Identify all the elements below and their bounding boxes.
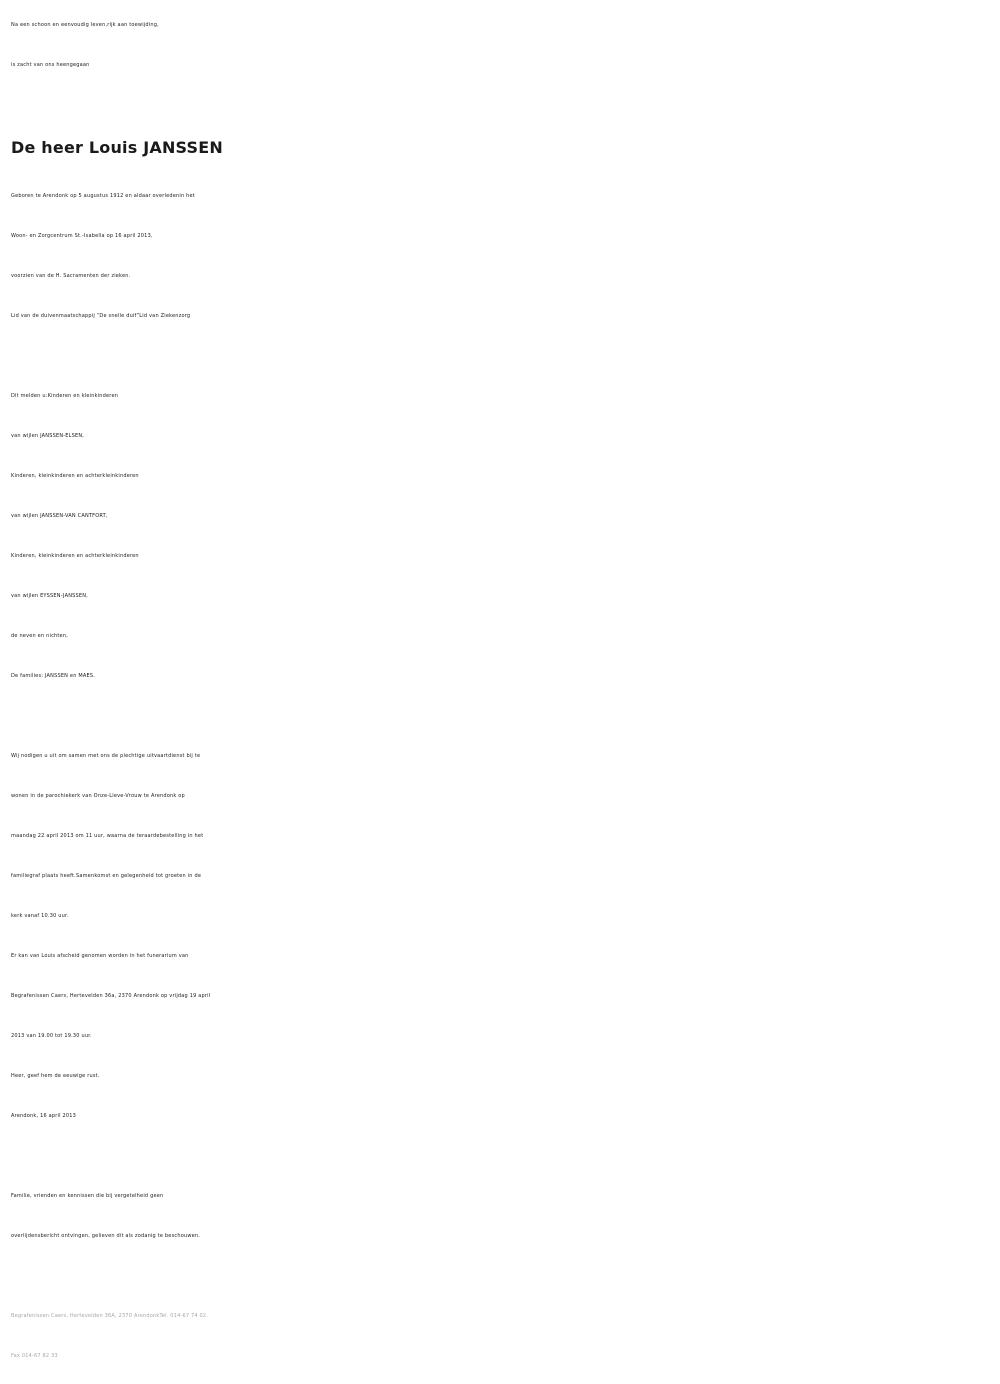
family-line: de neven en nichten, bbox=[11, 633, 68, 639]
ceremony-line: Wij nodigen u uit om samen met ons de plechtige uitvaartdienst bij te bbox=[11, 753, 201, 759]
ceremony-line: Er kan van Louis afscheid genomen worden in het funerarium van bbox=[11, 953, 189, 959]
spacer bbox=[11, 1136, 991, 1176]
ceremony-line: kerk vanaf 10.30 uur. bbox=[11, 913, 69, 919]
funeral-home-footer bbox=[11, 1296, 991, 1376]
intro-line: Na een schoon en eenvoudig leven,rijk aan toewijding, bbox=[11, 22, 159, 28]
notice-section bbox=[11, 1176, 991, 1256]
intro-line: is zacht van ons heengegaan bbox=[11, 62, 90, 68]
spacer bbox=[11, 1256, 991, 1296]
bio-line: voorzien van de H. Sacramenten der zieken. bbox=[11, 273, 131, 279]
obituary-document bbox=[11, 5, 991, 1376]
intro-section bbox=[11, 5, 991, 85]
ceremony-line: Begrafenissen Caers, Hertevelden 36a, 2370 Arendonk op vrijdag 19 april bbox=[11, 993, 211, 999]
family-line: van wijlen EYSSEN-JANSSEN, bbox=[11, 593, 88, 599]
footer-line: Fax 014-67 82 33 bbox=[11, 1353, 58, 1359]
bio-line: Woon- en Zorgcentrum St.-Isabella op 16 april 2013, bbox=[11, 233, 153, 239]
family-line: De families: JANSSEN en MAES. bbox=[11, 673, 96, 679]
notice-line: overlijdensbericht ontvingen, gelieven dit als zodanig te beschouwen. bbox=[11, 1233, 201, 1239]
family-line: Kinderen, kleinkinderen en achterkleinkinderen bbox=[11, 553, 139, 559]
family-section bbox=[11, 376, 991, 696]
family-line: Dit melden u:Kinderen en kleinkinderen bbox=[11, 393, 119, 399]
deceased-name: De heer Louis JANSSEN bbox=[11, 138, 223, 157]
bio-line: Lid van de duivenmaatschappij “De snelle duif”Lid van Ziekenzorg bbox=[11, 313, 191, 319]
ceremony-section bbox=[11, 736, 991, 1136]
ceremony-line: Heer, geef hem de eeuwige rust. bbox=[11, 1073, 100, 1079]
bio-section bbox=[11, 176, 991, 336]
spacer bbox=[11, 336, 991, 376]
spacer bbox=[11, 696, 991, 736]
ceremony-line: 2013 van 19.00 tot 19.30 uur. bbox=[11, 1033, 92, 1039]
footer-line: Begrafenissen Caers, Hertevelden 36A, 2370 ArendonkTel. 014-67 74 02. bbox=[11, 1313, 209, 1319]
family-line: van wijlen JANSSEN-ELSEN, bbox=[11, 433, 85, 439]
family-line: van wijlen JANSSEN-VAN CANTFORT, bbox=[11, 513, 108, 519]
notice-line: Familie, vrienden en kennissen die bij vergetelheid geen bbox=[11, 1193, 164, 1199]
ceremony-line: maandag 22 april 2013 om 11 uur, waarna de teraardebestelling in het bbox=[11, 833, 204, 839]
family-line: Kinderen, kleinkinderen en achterkleinkinderen bbox=[11, 473, 139, 479]
ceremony-line: Arendonk, 16 april 2013 bbox=[11, 1113, 77, 1119]
bio-line: Geboren te Arendonk op 5 augustus 1912 en aldaar overledenin het bbox=[11, 193, 195, 199]
ceremony-line: wonen in de parochiekerk van Onze-Lieve-Vrouw te Arendonk op bbox=[11, 793, 185, 799]
ceremony-line: familiegraf plaats heeft.Samenkomst en gelegenheid tot groeten in de bbox=[11, 873, 202, 879]
